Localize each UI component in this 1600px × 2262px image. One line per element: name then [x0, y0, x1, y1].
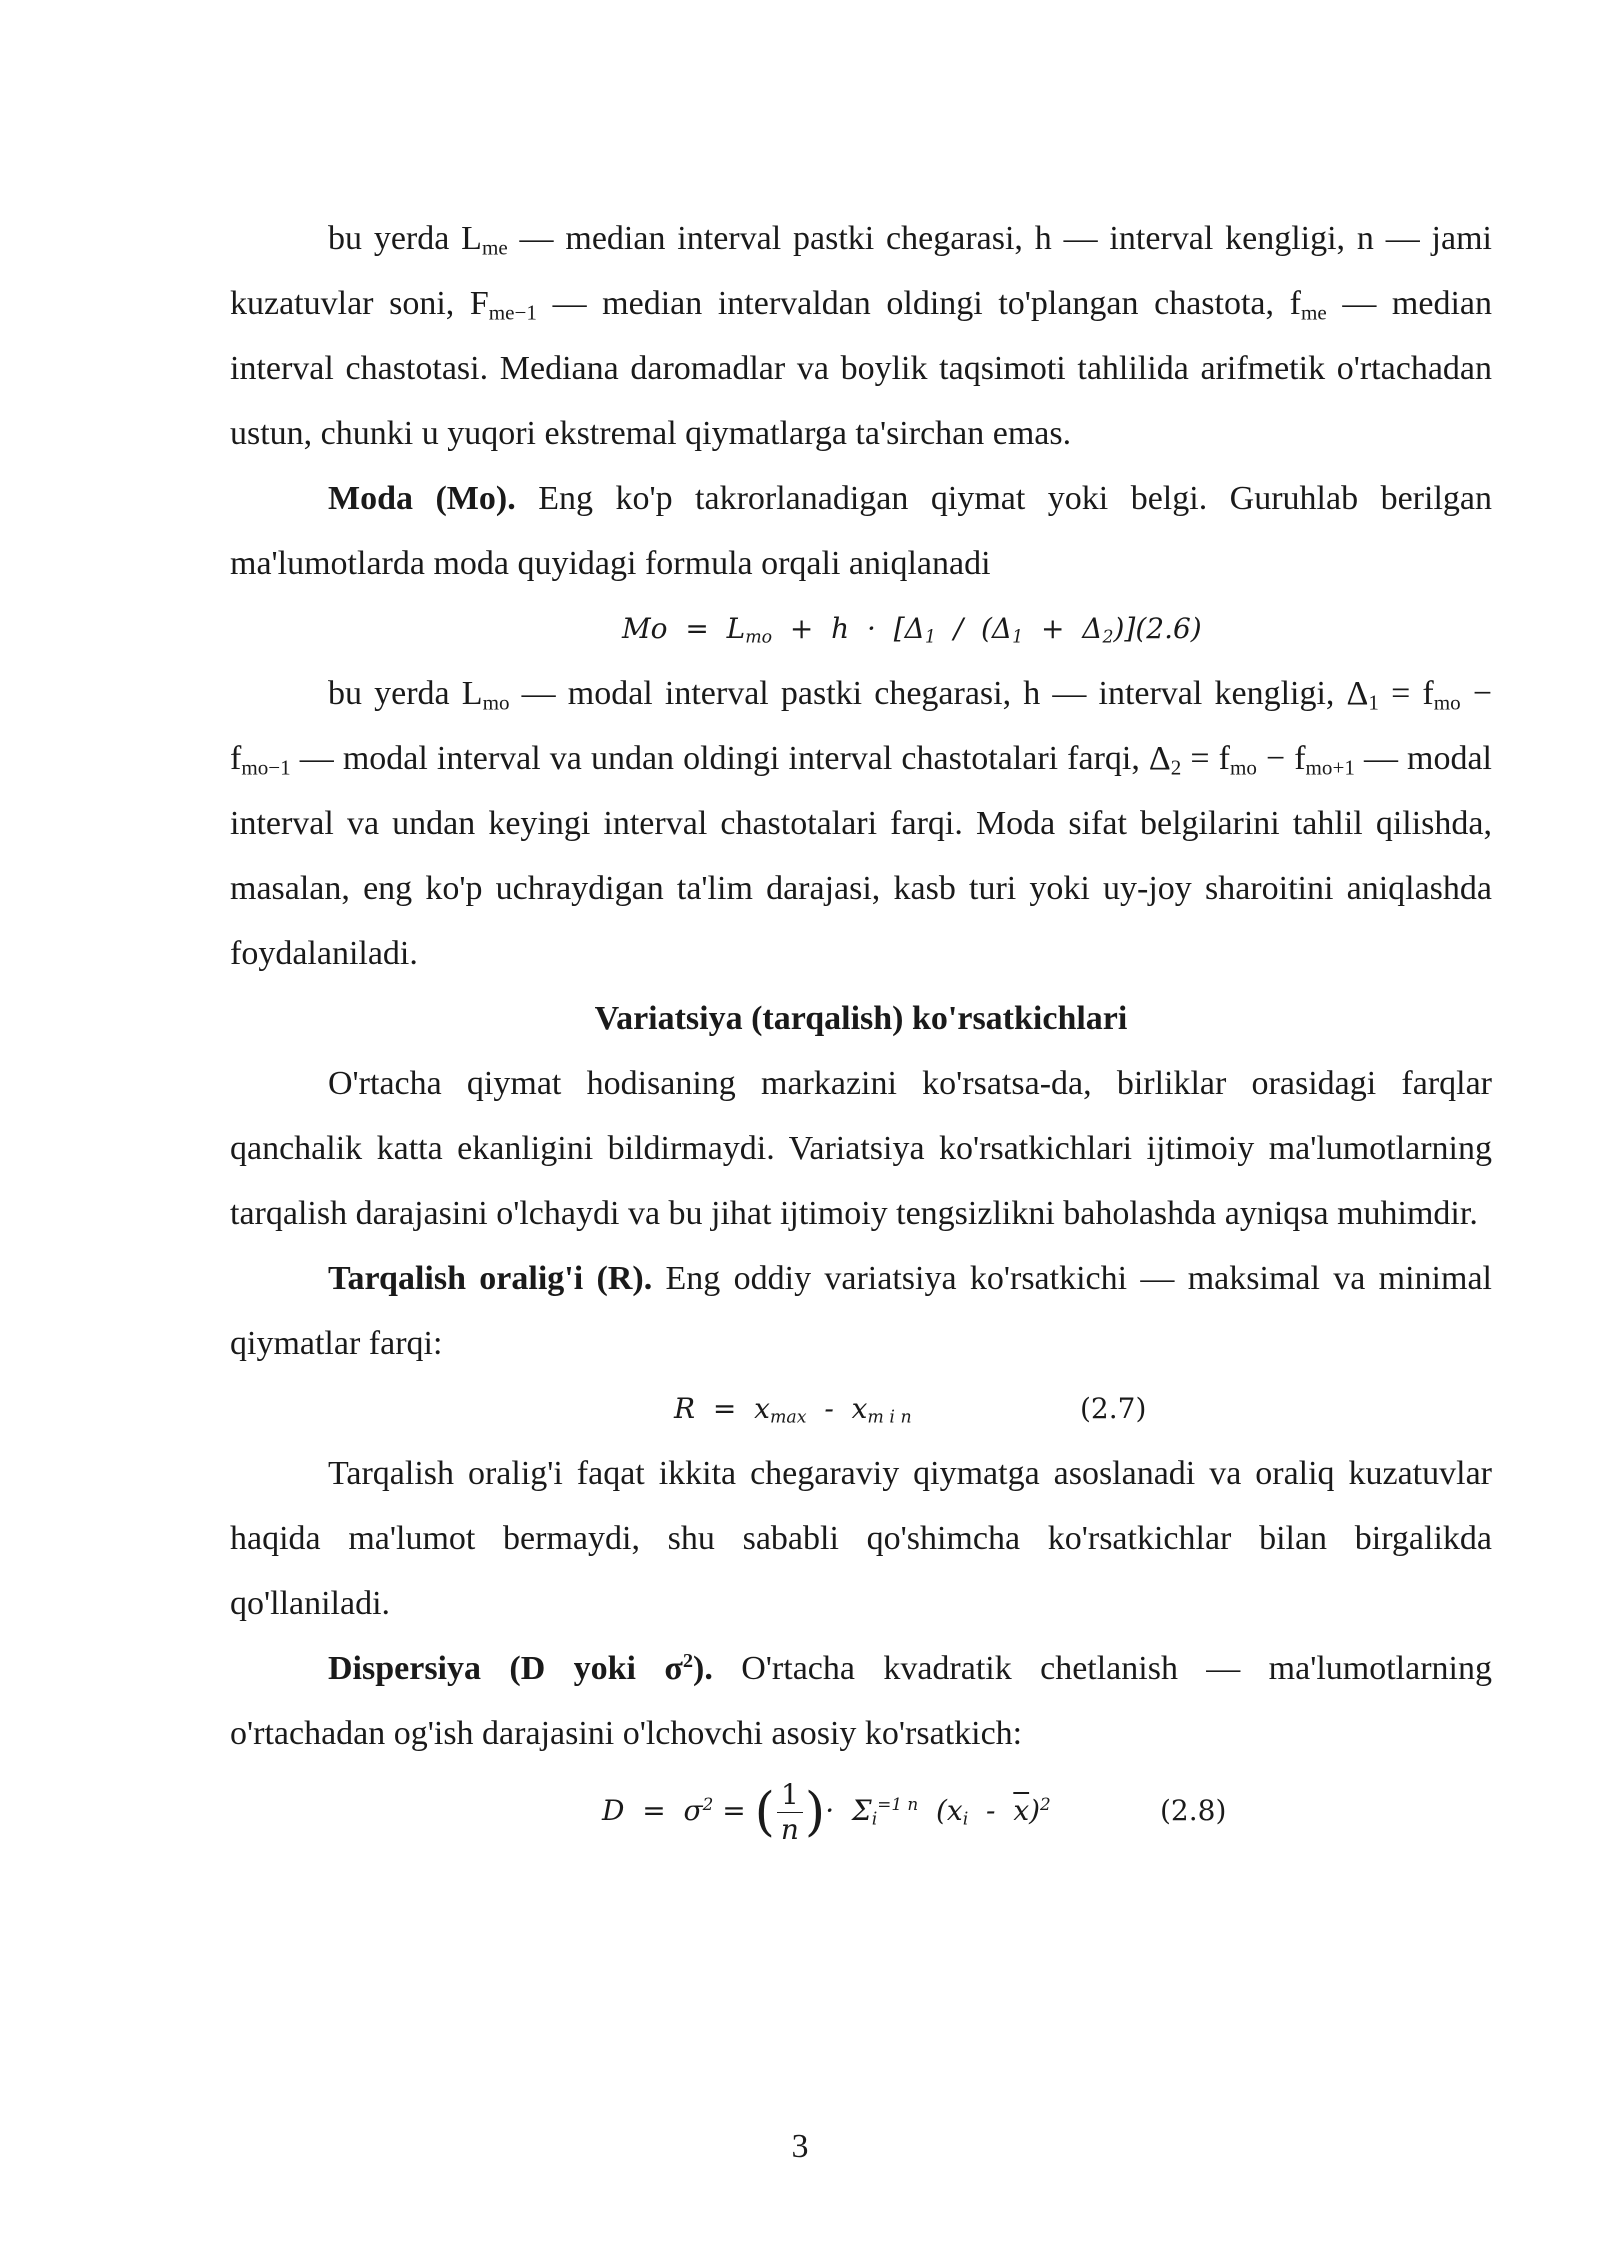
formula-subscript: 2 [1102, 627, 1114, 648]
formula-subscript: i [871, 1809, 878, 1830]
term-range: Tarqalish oralig'i (R). [328, 1260, 653, 1297]
subscript: mo [1229, 755, 1257, 780]
text-run: = f [1378, 675, 1434, 712]
fraction-denominator: n [780, 1813, 799, 1846]
formula-superscript: 2 [1040, 1793, 1051, 1814]
left-paren-symbol: ( [754, 1782, 775, 1843]
subscript: mo−1 [241, 755, 291, 780]
formula-subscript: mo [745, 627, 773, 648]
formula-subscript: m i n [867, 1407, 912, 1428]
formula-part: R = x [674, 1392, 770, 1425]
formula-subscript: i [962, 1809, 969, 1830]
formula-part: (x [918, 1794, 963, 1827]
formula-part: · Σ [825, 1794, 872, 1827]
formula-range [230, 1376, 1492, 1441]
subscript: 1 [1368, 690, 1379, 715]
fraction-numerator: 1 [777, 1778, 803, 1813]
text-run: − f [1256, 740, 1306, 777]
subscript: mo+1 [1305, 755, 1355, 780]
formula-part: )](2.6) [1113, 612, 1202, 645]
paragraph-median-definitions [230, 206, 1492, 466]
section-heading: Variatsiya (tarqalish) ko'rsatkichlari [594, 1000, 1128, 1037]
formula-part: + Δ [1023, 612, 1103, 645]
formula-part: Mo = L [622, 612, 746, 645]
formula-part: - [968, 1794, 1014, 1827]
page-content [230, 206, 1492, 1856]
formula-part: - x [806, 1392, 868, 1425]
formula-expression [602, 1766, 1051, 1858]
formula-expression [622, 596, 1202, 661]
paragraph-mode [230, 466, 1492, 596]
formula-mode [230, 596, 1492, 661]
right-paren-symbol: ) [804, 1782, 826, 1843]
mean-symbol: $\overline{x}$ [1013, 1794, 1030, 1827]
formula-number: (2.8) [1160, 1794, 1227, 1827]
text-run: − f [230, 675, 1492, 777]
text-run: bu yerda L [328, 675, 483, 712]
fraction [777, 1778, 803, 1847]
formula-superscript: =1 n [877, 1793, 919, 1814]
formula-part: ) [1029, 1794, 1041, 1827]
formula-part: = [713, 1794, 755, 1827]
text-run: ). [693, 1650, 713, 1687]
text-run: = f [1181, 740, 1230, 777]
paragraph-dispersion [230, 1636, 1492, 1766]
text-run: O'rtacha kvadratik chetlanish — ma'lumotlarning o'rtachadan og'ish darajasini o'lchovchi asosiy ko'rsatkich: [230, 1650, 1492, 1752]
formula-part: + h · [Δ [772, 612, 925, 645]
text-run: Dispersiya (D yoki σ [328, 1650, 683, 1687]
page-number: 3 [791, 2128, 809, 2165]
text-run: — median interval chastotasi. Mediana daromadlar va boylik taqsimoti tahlilida arifmetik o'rtachadan ustun, chunki u yuqori ekstremal qiymatlarga ta'sirchan emas. [230, 285, 1492, 452]
paragraph-range-note: Tarqalish oralig'i faqat ikkita chegaraviy qiymatga asoslanadi va oraliq kuzatuvlar haqida ma'lumot bermaydi, shu sababli qo'shimcha ko'rsatkichlar bilan birgalikda qo'llaniladi. [230, 1455, 1492, 1622]
paragraph-variation-intro: O'rtacha qiymat hodisaning markazini ko'rsatsa-da, birliklar orasidagi farqlar qanchalik katta ekanligini bildirmaydi. Variatsiya ko'rsatkichlari ijtimoiy ma'lumotlarning tarqalish darajasini o'lchaydi va bu jihat ijtimoiy tengsizlikni baholashda ayniqsa muhimdir. [230, 1065, 1492, 1232]
subscript: 2 [1170, 755, 1182, 780]
text-run: Eng oddiy variatsiya ko'rsatkichi — maksimal va minimal qiymatlar farqi: [230, 1260, 1492, 1362]
paragraph-range [230, 1246, 1492, 1376]
subscript: me [1300, 300, 1327, 325]
text-run: — median interval pastki chegarasi, h — interval kengligi, n — jami kuzatuvlar soni, F [230, 220, 1492, 322]
formula-subscript: max [769, 1407, 807, 1428]
formula-expression [674, 1376, 912, 1441]
formula-part: D = σ [602, 1794, 703, 1827]
text-run: — modal interval va undan keyingi interval chastotalari farqi. Moda sifat belgilarini tahlil qilishda, masalan, eng ko'p uchraydigan ta'lim darajasi, kasb turi yoki uy-joy sharoitini aniqlashda foydalaniladi. [230, 740, 1493, 972]
text-run: — median intervaldan oldingi to'plangan chastota, f [536, 285, 1301, 322]
formula-subscript: 1 [924, 627, 936, 648]
text-run: — modal interval va undan oldingi interval chastotalari farqi, Δ [290, 740, 1171, 777]
term-dispersion [328, 1650, 713, 1687]
term-mode: Moda (Mo). [328, 480, 516, 517]
formula-superscript: 2 [702, 1793, 714, 1814]
subscript: me [481, 235, 508, 260]
superscript: 2 [682, 1649, 694, 1672]
formula-dispersion [230, 1766, 1492, 1856]
formula-part: / (Δ [935, 612, 1013, 645]
subscript: mo [482, 690, 510, 715]
paragraph-mode-definitions [230, 661, 1492, 986]
subscript: me−1 [488, 300, 537, 325]
subscript: mo [1433, 690, 1461, 715]
text-run: — modal interval pastki chegarasi, h — interval kengligi, Δ [509, 675, 1369, 712]
text-run: Eng ko'p takrorlanadigan qiymat yoki belgi. Guruhlab berilgan ma'lumotlarda moda quyidagi formula orqali aniqlanadi [230, 480, 1492, 582]
text-run: bu yerda L [328, 220, 482, 257]
formula-subscript: 1 [1012, 627, 1024, 648]
formula-number: (2.7) [1080, 1392, 1147, 1425]
